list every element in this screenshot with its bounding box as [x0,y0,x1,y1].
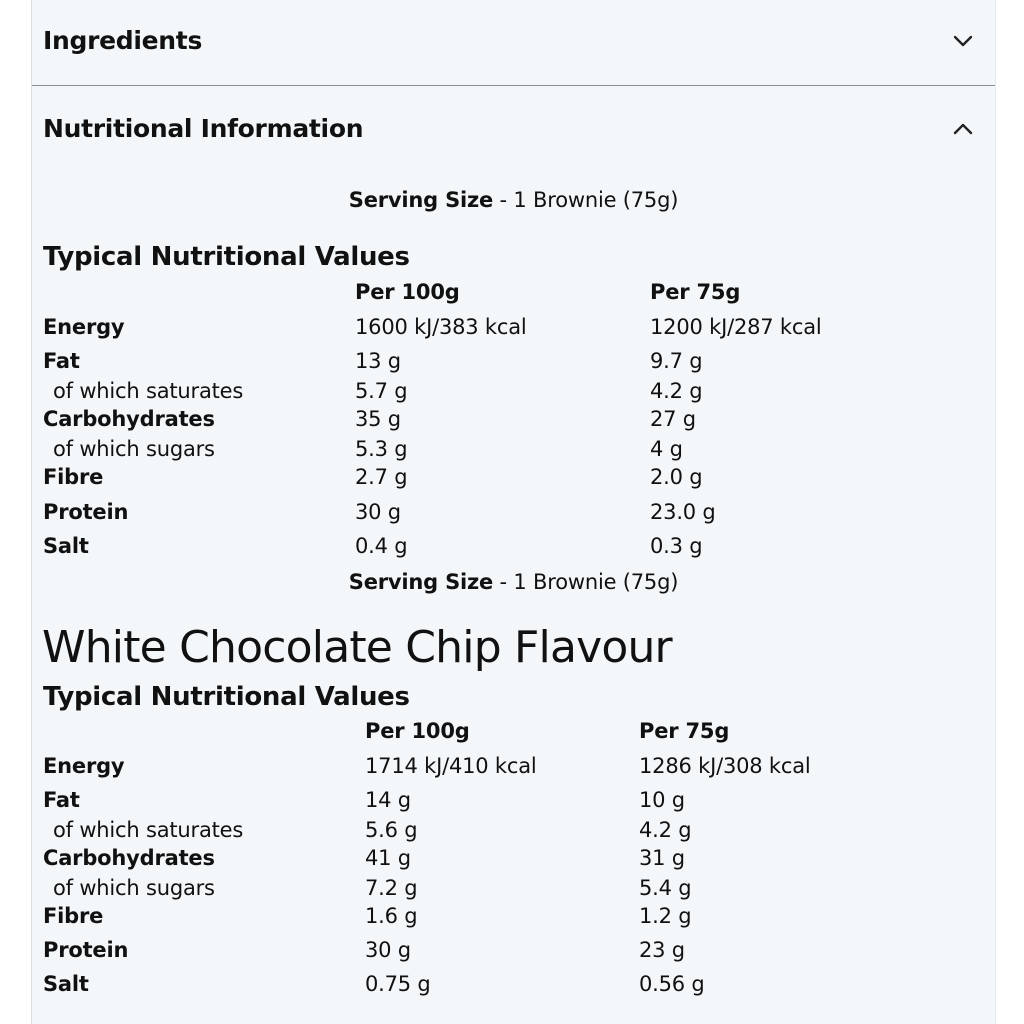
nutrient-label: of which sugars [53,437,215,461]
nutrient-label: Energy [43,754,125,778]
value-per-75g: 2.0 g [650,465,703,489]
nutrient-label: of which saturates [53,379,244,403]
serving-size-label: Serving Size [348,188,494,212]
serving-size-value-2: - 1 Brownie (75g) [493,570,679,594]
value-per-100g: 0.75 g [365,972,431,996]
column-header-per-75g: Per 75g [639,719,730,743]
table-row [32,465,995,495]
value-per-100g: 41 g [365,846,411,870]
table1-title: Typical Nutritional Values [43,242,410,272]
accordion-divider [32,85,995,86]
value-per-75g: 4 g [650,437,683,461]
table-row [32,846,995,876]
serving-size-line [32,188,995,212]
serving-size-line-2 [32,570,995,594]
value-per-75g: 23 g [639,938,685,962]
nutrient-label: Protein [43,500,129,524]
table-row [32,904,995,934]
nutrient-label: Fat [43,788,80,812]
nutrient-label: Carbohydrates [43,407,215,431]
value-per-75g: 0.56 g [639,972,705,996]
table-row [32,534,995,564]
value-per-75g: 4.2 g [650,379,703,403]
nutrient-label: Salt [43,972,89,996]
value-per-100g: 1600 kJ/383 kcal [355,315,527,339]
value-per-100g: 35 g [355,407,401,431]
table-row [32,972,995,1002]
column-header-per-100g: Per 100g [365,719,470,743]
value-per-75g: 5.4 g [639,876,692,900]
table-row [32,379,995,409]
value-per-75g: 9.7 g [650,349,703,373]
value-per-75g: 1.2 g [639,904,692,928]
ingredients-accordion-header[interactable] [32,0,995,86]
value-per-75g: 27 g [650,407,696,431]
table-row [32,349,995,379]
table-row [32,788,995,818]
chevron-down-icon[interactable] [952,30,974,52]
value-per-100g: 0.4 g [355,534,408,558]
chevron-up-icon[interactable] [952,118,974,140]
value-per-100g: 5.6 g [365,818,418,842]
value-per-75g: 1286 kJ/308 kcal [639,754,811,778]
table-row [32,876,995,906]
value-per-75g: 23.0 g [650,500,716,524]
nutrition-title: Nutritional Information [43,114,364,143]
ingredients-title: Ingredients [43,26,203,55]
table-row [32,407,995,437]
value-per-75g: 0.3 g [650,534,703,558]
nutrient-label: Fibre [43,465,104,489]
table-row [32,938,995,968]
value-per-75g: 31 g [639,846,685,870]
nutrient-label: Energy [43,315,125,339]
table-row [32,315,995,345]
table-row [32,437,995,467]
value-per-100g: 7.2 g [365,876,418,900]
value-per-100g: 1714 kJ/410 kcal [365,754,537,778]
value-per-100g: 30 g [365,938,411,962]
serving-size-label-2: Serving Size [348,570,494,594]
nutrition-accordion-header[interactable] [32,88,995,174]
value-per-75g: 4.2 g [639,818,692,842]
table-row [32,754,995,784]
nutrient-label: Fat [43,349,80,373]
table2-title: Typical Nutritional Values [43,682,410,712]
table-header-row [32,719,995,749]
table-row [32,500,995,530]
column-header-per-100g: Per 100g [355,280,460,304]
value-per-75g: 1200 kJ/287 kcal [650,315,822,339]
flavour-title: White Chocolate Chip Flavour [42,622,672,673]
value-per-100g: 14 g [365,788,411,812]
value-per-75g: 10 g [639,788,685,812]
table-row [32,818,995,848]
nutrient-label: of which sugars [53,876,215,900]
value-per-100g: 13 g [355,349,401,373]
value-per-100g: 2.7 g [355,465,408,489]
value-per-100g: 1.6 g [365,904,418,928]
nutrient-label: Carbohydrates [43,846,215,870]
nutrient-label: Salt [43,534,89,558]
table-header-row [32,280,995,310]
column-header-per-75g: Per 75g [650,280,741,304]
value-per-100g: 30 g [355,500,401,524]
product-info-panel [31,0,996,1024]
serving-size-value: - 1 Brownie (75g) [493,188,679,212]
nutrient-label: of which saturates [53,818,244,842]
value-per-100g: 5.3 g [355,437,408,461]
nutrient-label: Protein [43,938,129,962]
value-per-100g: 5.7 g [355,379,408,403]
nutrient-label: Fibre [43,904,104,928]
